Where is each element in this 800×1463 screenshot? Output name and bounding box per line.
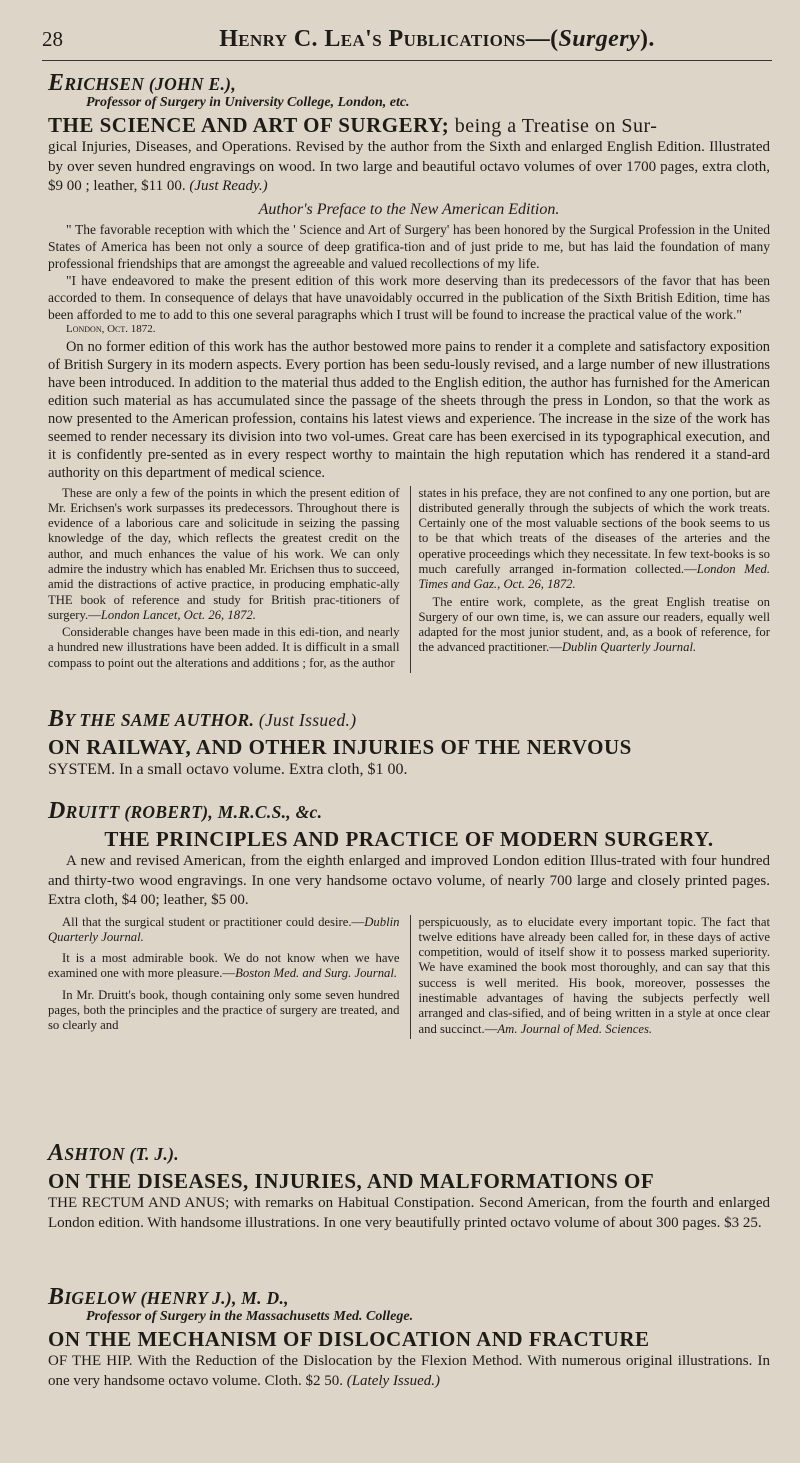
book-description: A new and revised American, from the eighth enlarged and improved London edition Illus-trated with four hundred and thirty-two wood engravings. In one very handsome octavo volume, of nearly 700 large and closely printed pages. Extra cloth, $4 00; leather, $5 00.	[48, 853, 770, 908]
preface-signature: London, Oct. 1872.	[66, 322, 156, 335]
running-head: Henry C. Lea's Publications—(Surgery).	[219, 26, 655, 52]
reviews-left	[48, 486, 400, 674]
review-quote: Considerable changes have been made in this edi-tion, and nearly a hundred new illustrations have been added. It is difficult in a small compass to point out the alterations and additions ; for, as the author	[48, 625, 400, 670]
author-heading: ERICHSEN (JOHN E.),	[48, 70, 236, 96]
reviews-right	[410, 486, 771, 674]
review-quote: perspicuously, as to elucidate every important topic. The fact that twelve editions have already been called for, in these days of active competition, would of itself show it to possess marked superiority. We have examined the book most thoroughly, and can say that this success is well merited. His book, moreover, possesses the inestimable advantages of having the subjects perfectly well arranged and clas-sified, and of being written in a style at once clear and succinct.—Am. Journal of Med. Sciences.	[418, 914, 770, 1036]
entry-ashton	[48, 1140, 770, 1233]
book-description: gical Injuries, Diseases, and Operations. Revised by the author from the Sixth and enlarged English Edition. Illustrated by over seven hundred engravings on wood. In two large and beautiful octavo volumes of over 1700 pages, extra cloth, $9 00 ; leather, $11 00. (Just Ready.)	[48, 139, 770, 194]
reviews-left	[48, 915, 400, 1039]
book-description: SYSTEM. In a small octavo volume. Extra cloth, $1 00.	[48, 761, 408, 778]
review-quote: In Mr. Druitt's book, though containing only some seven hundred pages, both the principles and the practice of surgery are treated, and so clearly and	[48, 987, 400, 1033]
preface-heading: Author's Preface to the New American Edition.	[258, 200, 560, 218]
book-title: THE PRINCIPLES AND PRACTICE OF MODERN SURGERY.	[104, 827, 714, 851]
review-quote: It is a most admirable book. We do not know when we have examined one with more pleasure.—Boston Med. and Surg. Journal.	[48, 951, 400, 981]
entry-same-author	[48, 706, 770, 780]
publisher-note: On no former edition of this work has the author bestowed more pains to render it a complete and satisfactory exposition of British Surgery in its modern aspects. Every portion has been sedu-lously revised, and a large number of new illustrations have been introduced. In addition to the material thus added to the English edition, the author has furnished for the American edition such material as has accumulated since the passage of the sheets through the press in London, so that the work as now presented to the American profession, contains his latest views and experience. The increase in the size of the work has seemed to render necessary its division into two vol-umes. Great care has been exercised in its typographical execution, and it is confidently pre-sented as in every respect worthy to maintain the high reputation which has rendered it a stand-ard authority on this department of medical science.	[48, 338, 770, 481]
review-quote: These are only a few of the points in which the present edition of Mr. Erichsen's work surpasses its predecessors. Throughout there is evidence of a laborious care and solicitude in seizing the passing knowledge of the day, which reflects the greatest credit on the author, and much enhances the value of his work. We can only admire the industry which has enabled Mr. Erichsen thus to succeed, amid the distractions of active practice, in producing emphatic-ally THE book of reference and study for British prac-titioners of surgery.—London Lancet, Oct. 26, 1872.	[48, 485, 400, 622]
reviews-columns	[48, 915, 770, 1039]
page-header	[42, 0, 772, 61]
book-title: THE SCIENCE AND ART OF SURGERY; being a Treatise on Sur-	[48, 113, 658, 137]
preface-paragraph: "I have endeavored to make the present edition of this work more deserving than its predecessors of the favor that has been accorded to them. In consequence of delays that have unavoidably occurred in the publication of the Sixth British Edition, time has been afforded to me to add to this one several paragraphs which I trust will be found to increase the practical value of the work."	[48, 272, 770, 322]
book-title: ON THE DISEASES, INJURIES, AND MALFORMATIONS OF	[48, 1169, 655, 1193]
author-heading: BY THE SAME AUTHOR. (Just Issued.)	[48, 706, 357, 732]
book-title: ON THE MECHANISM OF DISLOCATION AND FRACTURE	[48, 1327, 650, 1351]
page-number: 28	[42, 27, 63, 51]
entry-bigelow	[48, 1284, 770, 1391]
book-description: THE RECTUM AND ANUS; with remarks on Habitual Constipation. Second American, from the fourth and enlarged London edition. With handsome illustrations. In one very beautifully printed octavo volume of about 300 pages. $3 25.	[48, 1195, 770, 1231]
entry-druitt	[48, 798, 770, 1039]
author-heading: ASHTON (T. J.).	[48, 1140, 179, 1166]
entry-erichsen	[48, 70, 770, 673]
author-role: Professor of Surgery in University College, London, etc.	[86, 95, 410, 110]
author-heading: BIGELOW (HENRY J.), M. D.,	[48, 1284, 289, 1310]
author-role: Professor of Surgery in the Massachusetts Med. College.	[86, 1309, 414, 1324]
reviews-right	[410, 915, 771, 1039]
review-quote: states in his preface, they are not confined to any one portion, but are distributed generally through the subjects of which the work treats. Certainly one of the most valuable sections of the book seems to us to be that which treats of the diseases of the arteries and the operative proceedings which they necessitate. In few text-books is so much carefully arranged in-formation collected.—London Med. Times and Gaz., Oct. 26, 1872.	[418, 485, 770, 592]
reviews-columns	[48, 486, 770, 674]
book-description: OF THE HIP. With the Reduction of the Dislocation by the Flexion Method. With numerous original illustrations. In one very handsome octavo volume. Cloth. $2 50. (Lately Issued.)	[48, 1353, 770, 1389]
review-quote: All that the surgical student or practitioner could desire.—Dublin Quarterly Journal.	[48, 914, 400, 944]
preface-paragraph: " The favorable reception with which the ' Science and Art of Surgery' has been honored by the Surgical Profession in the United States of America has been not only a source of deep gratifica-tion and of just pride to me, but has laid the foundation of many professional friendships that are amongst the agreeable and valued recollections of my life.	[48, 221, 770, 271]
author-heading: DRUITT (ROBERT), M.R.C.S., &c.	[48, 798, 323, 824]
review-quote: The entire work, complete, as the great English treatise on Surgery of our own time, is, we can assure our readers, equally well adapted for the most junior student, and, as a book of reference, for the advanced practitioner.—Dublin Quarterly Journal.	[418, 594, 770, 655]
book-title: ON RAILWAY, AND OTHER INJURIES OF THE NERVOUS	[48, 735, 632, 759]
